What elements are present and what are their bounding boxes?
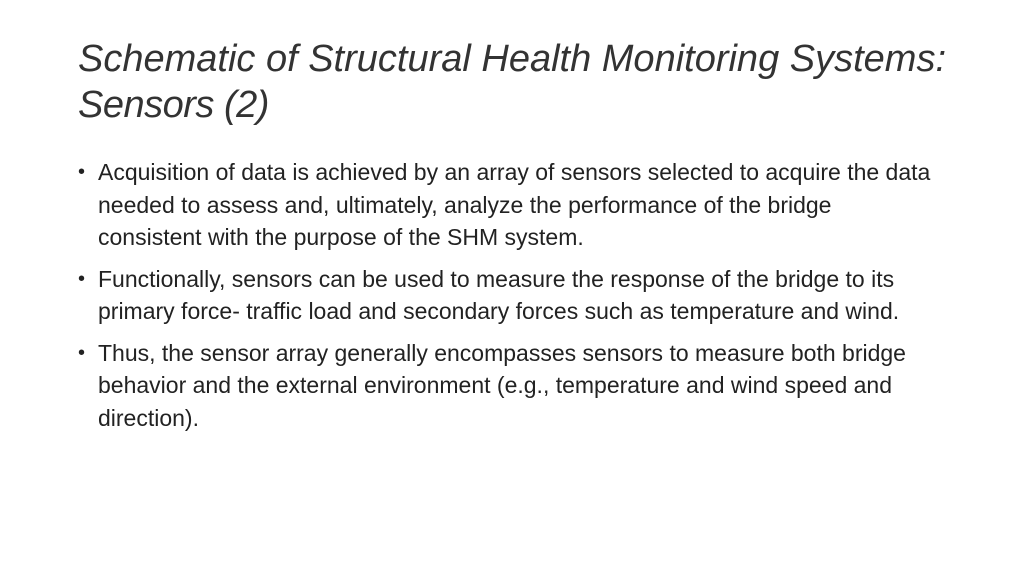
- bullet-text: Functionally, sensors can be used to measure the response of the bridge to its primary force- traffic load and secondary forces such as temperature and wind.: [98, 265, 900, 324]
- slide-title-emphasis: Sensors (2): [78, 84, 269, 126]
- bullet-dot-icon: •: [78, 161, 86, 183]
- bullet-text: Thus, the sensor array generally encompasses sensors to measure both bridge behavior and the external environment (e.g., temperature and wind speed and direction).: [98, 339, 906, 431]
- bullet-text: Acquisition of data is achieved by an array of sensors selected to acquire the data needed to assess and, ultimately, analyze the performance of the bridge consistent with the purpose of the SHM system.: [98, 159, 931, 250]
- bullet-dot-icon: •: [78, 341, 86, 364]
- bullet-dot-icon: •: [78, 267, 86, 290]
- bullet-list: [78, 156, 938, 443]
- slide-title-prefix: Schematic of Structural Health Monitoring Systems:: [78, 38, 947, 80]
- slide-title: [78, 36, 978, 128]
- bullet-item: [78, 263, 938, 328]
- bullet-item: [78, 337, 938, 435]
- bullet-item: [78, 156, 938, 254]
